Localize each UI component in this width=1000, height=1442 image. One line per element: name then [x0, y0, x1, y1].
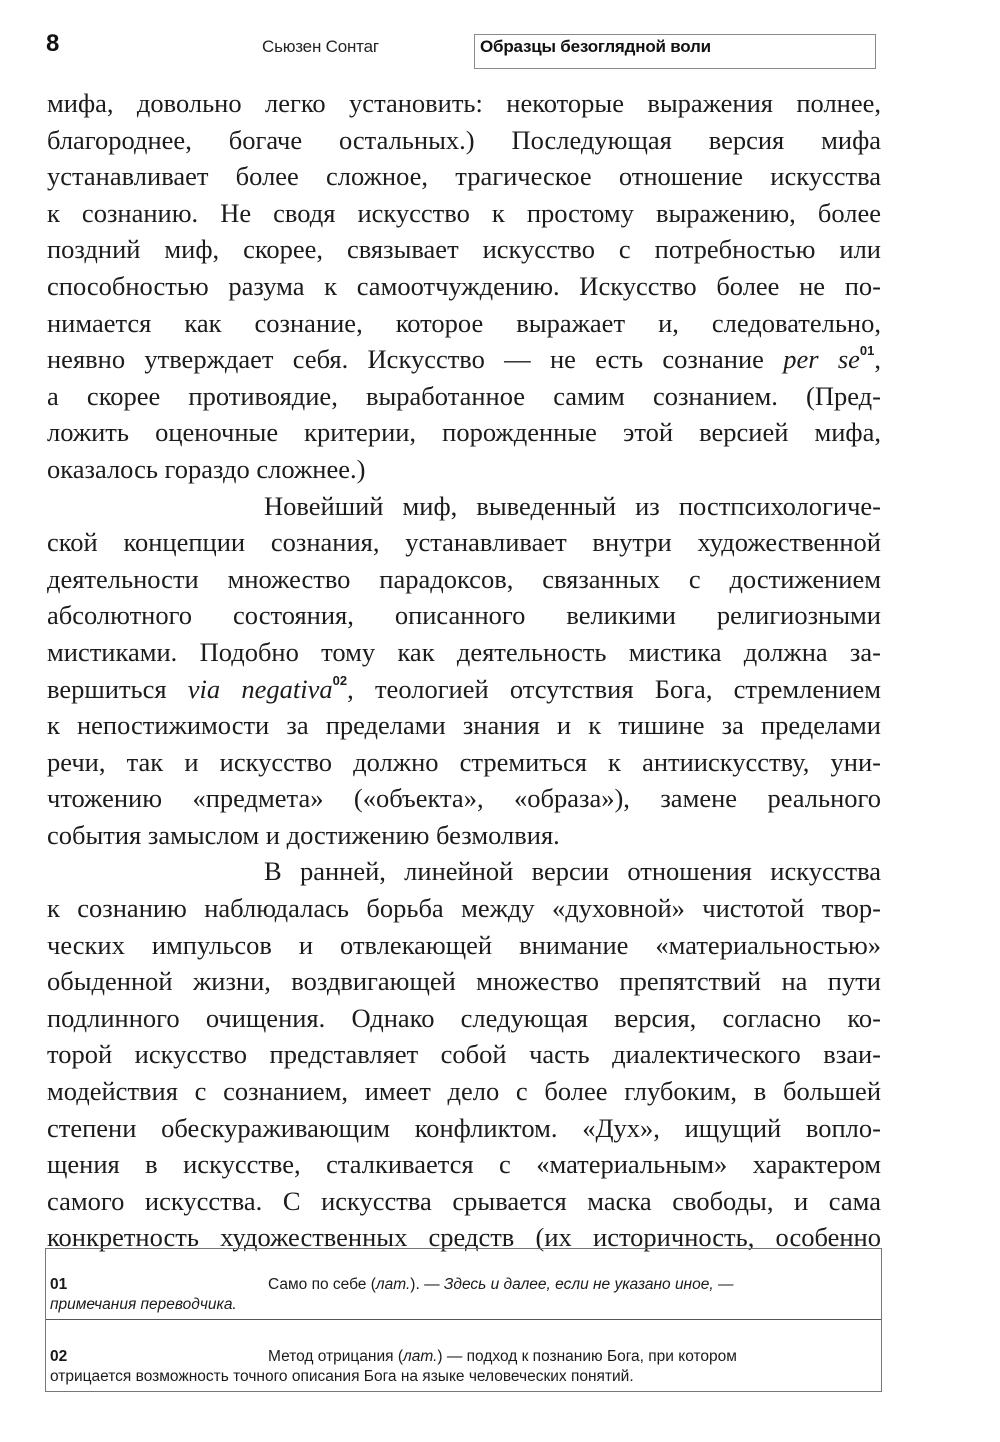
text-line: абсолютного состояния, описанного великими религиозными — [47, 600, 881, 631]
running-header-title: Образцы безоглядной воли — [480, 37, 711, 56]
text-line: к сознанию. Не сводя искусство к простому выражению, более — [47, 197, 881, 228]
text-line: а скорее противоядие, выработанное самим сознанием. (Пред- — [47, 380, 881, 411]
running-header-author: Сьюзен Сонтаг — [262, 37, 379, 56]
text-line: подлинного очищения. Однако следующая версия, согласно ко- — [47, 1002, 881, 1033]
page-number: 8 — [46, 30, 60, 57]
text-segment: неявно утверждает себя. Искусство — не есть сознание — [47, 344, 784, 375]
text-line: степени обескураживающим конфликтом. «Дух», ищущий вопло- — [47, 1112, 881, 1143]
footnote-abbrev: лат. — [402, 1348, 438, 1365]
text-segment: , — [874, 344, 881, 375]
text-line-with-footnote-ref — [47, 671, 881, 708]
text-line: к непостижимости за пределами знания и к тишине за пределами — [47, 710, 881, 741]
italic-term-via-negativa: via negativa — [187, 673, 333, 704]
text-line: ложить оценочные критерии, порожденные этой версией мифа, — [47, 417, 881, 448]
text-line: события замыслом и достижению безмолвия. — [47, 819, 560, 850]
text-line-with-footnote-ref — [47, 341, 881, 378]
text-line: речи, так и искусство должно стремиться к антиискусству, уни- — [47, 746, 881, 777]
footnote-text: Само по себе ( — [268, 1276, 376, 1293]
footnote-text: Метод отрицания ( — [268, 1348, 403, 1365]
text-line: деятельности множество парадоксов, связанных с достижением — [47, 563, 881, 594]
text-line: конкретность художественных средств (их историчность, особенно — [47, 1222, 881, 1253]
text-line: щения в искусстве, сталкивается с «материальным» характером — [47, 1149, 881, 1180]
text-line: мистиками. Подобно тому как деятельность мистика должна за- — [47, 636, 881, 667]
text-line: нимается как сознание, которое выражает и, следовательно, — [47, 307, 881, 338]
footnote-abbrev: лат. — [375, 1276, 411, 1293]
footnote-text: ) — подход к познанию Бога, при котором — [437, 1348, 737, 1365]
text-segment: , теологией отсутствия Бога, стремлением — [347, 673, 881, 704]
footnotes-box — [45, 1248, 882, 1392]
text-line: поздний миф, скорее, связывает искусство с потребностью или — [47, 234, 881, 265]
text-line: к сознанию наблюдалась борьба между «духовной» чистотой твор- — [47, 893, 881, 924]
italic-term-per-se: per se — [783, 344, 860, 375]
footnote-divider — [46, 1319, 881, 1320]
paragraph-start-line: В ранней, линейной версии отношения искусства — [264, 856, 881, 887]
footnote-note: Здесь и далее, если не указано иное, — — [443, 1276, 734, 1293]
footnote-ref-02[interactable]: 02 — [332, 672, 348, 688]
paragraph-start-line: Новейший миф, выведенный из постпсихологиче- — [264, 490, 881, 521]
footnote-ref-01[interactable]: 01 — [859, 343, 875, 359]
text-line: торой искусство представляет собой часть диалектического взаи- — [47, 1039, 881, 1070]
footnote-text-continued: отрицается возможность точного описания Бога на языке человеческих понятий. — [50, 1368, 634, 1385]
text-line: способностью разума к самоотчуждению. Искусство более не по- — [47, 270, 881, 301]
footnote-01 — [46, 1275, 881, 1319]
footnote-text: ). — — [410, 1276, 444, 1293]
text-line: устанавливает более сложное, трагическое отношение искусства — [47, 161, 881, 192]
text-line: оказалось гораздо сложнее.) — [47, 453, 366, 484]
text-line: модействия с сознанием, имеет дело с более глубоким, в большей — [47, 1076, 881, 1107]
text-line: самого искусства. С искусства срывается маска свободы, и сама — [47, 1185, 881, 1216]
footnote-02 — [46, 1347, 881, 1391]
footnote-number: 02 — [50, 1348, 68, 1365]
text-line: чтожению «предмета» («объекта», «образа»), замене реального — [47, 783, 881, 814]
text-line: мифа, довольно легко установить: некоторые выражения полнее, — [47, 88, 881, 118]
footnote-number: 01 — [50, 1276, 68, 1293]
text-line: обыденной жизни, воздвигающей множество препятствий на пути — [47, 966, 881, 997]
footnote-note-continued: примечания переводчика. — [50, 1296, 237, 1313]
text-line: ской концепции сознания, устанавливает внутри художественной — [47, 527, 881, 558]
text-segment: вершиться — [47, 673, 188, 704]
text-line: благороднее, богаче остальных.) Последующая версия мифа — [47, 124, 881, 155]
running-header-title-box — [474, 34, 876, 69]
text-line: ческих импульсов и отвлекающей внимание «материальностью» — [47, 929, 881, 960]
body-text — [47, 85, 881, 1256]
